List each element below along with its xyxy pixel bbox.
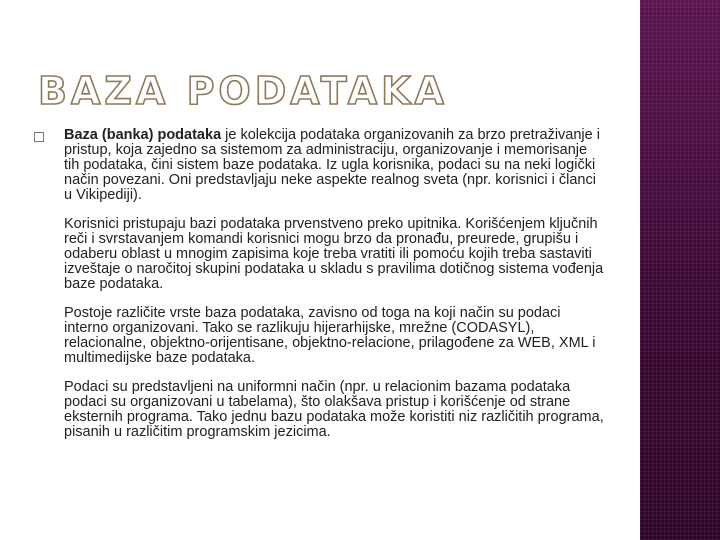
decorative-side-band: [640, 0, 720, 540]
bullet-square-icon: [34, 132, 44, 142]
paragraph-1: [64, 128, 604, 203]
paragraph-2: Korisnici pristupaju bazi podataka prvenstveno preko upitnika. Korišćenjem ključnih reči i svrstavanjem komandi korisnici mogu brzo da pronađu, preurede, grupišu i odaberu oblast u mnogim zapisima koje treba vratiti ili pomoću kojih treba sastaviti izveštaje o naročitoj skupini podataka u skladu s pravilima dotičnog sistema vođenja baze podataka.: [64, 216, 604, 292]
paragraph-3: Postoje različite vrste baza podataka, zavisno od toga na koji način su podaci interno organizovani. Tako se razlikuju hijerarhijske, mrežne (CODASYL), relacionalne, objektno-orijentisane, objektno-relacione, prilagođene za WEB, XML i multimedijske baze podataka.: [64, 305, 596, 366]
slide-body: [34, 128, 604, 454]
bullet-item: [34, 128, 604, 203]
paragraph-1-bold-term: Baza (banka) podataka: [64, 127, 222, 143]
paragraph-1-text: je kolekcija podataka organizovanih za brzo pretraživanje i pristup, koja zajedno sa sistemom za administraciju, organizovanje i memorisanje tih podataka, čini sistem baze podataka. Iz ugla korisnika, podaci su na neki logički način povezani. Oni predstavljaju neke aspekte realnog sveta (npr. korisnici i članci u Vikipediji).: [64, 127, 600, 203]
continuation-item: [34, 380, 604, 440]
continuation-item: [34, 217, 604, 292]
page-title: BAZA PODATAKA: [38, 69, 448, 113]
continuation-item: [34, 306, 604, 366]
paragraph-4: Podaci su predstavljeni na uniformni način (npr. u relacionim bazama podataka podaci su organizovani u tabelama), što olakšava pristup i korišćenje od strane eksternih programa. Tako jednu bazu podataka može koristiti niz različitih programa, pisanih u različitim programskim jezicima.: [64, 379, 604, 440]
